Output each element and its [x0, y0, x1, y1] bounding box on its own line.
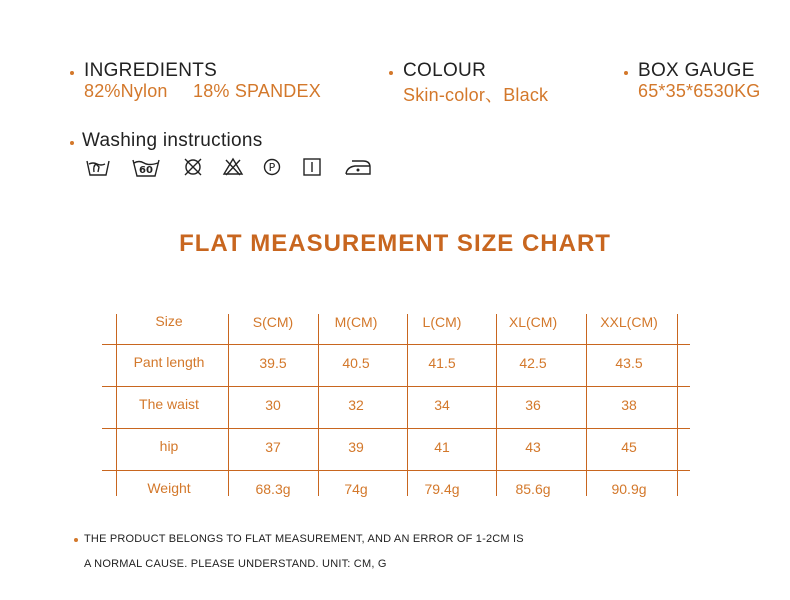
table-column-divider	[677, 314, 678, 496]
ingredients-nylon: 82%Nylon	[84, 81, 168, 101]
colour-value: Skin-color、Black	[403, 85, 549, 105]
table-row-divider	[102, 386, 690, 387]
table-column-divider	[586, 314, 587, 496]
table-cell: 37	[265, 439, 281, 455]
table-row-label: Pant length	[133, 354, 205, 370]
table-column-divider	[116, 314, 117, 496]
table-row-divider	[102, 470, 690, 471]
table-cell: 43	[525, 439, 541, 455]
table-cell: 85.6g	[515, 481, 551, 497]
dry-clean-letter: P	[268, 161, 276, 174]
bullet-dot	[74, 538, 78, 542]
bullet-dot	[70, 71, 74, 75]
bullet-dot	[624, 71, 628, 75]
do-not-bleach-icon	[222, 155, 244, 179]
table-column-divider	[407, 314, 408, 496]
table-column-divider	[496, 314, 497, 496]
table-header-cell: S(CM)	[252, 314, 294, 330]
ingredients-spandex: 18% SPANDEX	[193, 81, 321, 101]
table-column-divider	[318, 314, 319, 496]
table-cell: 40.5	[342, 355, 370, 371]
wash-temp-label: 60	[139, 165, 153, 176]
footnote-line-2: A NORMAL CAUSE. PLEASE UNDERSTAND. UNIT: CM, G	[84, 558, 387, 570]
table-cell: 90.9g	[611, 481, 647, 497]
table-row-label: The waist	[139, 396, 199, 412]
box-gauge-label: BOX GAUGE	[638, 60, 755, 81]
table-cell: 43.5	[615, 355, 643, 371]
table-row-label: Weight	[147, 480, 191, 496]
wash-60-icon	[131, 155, 161, 179]
table-cell: 41	[434, 439, 450, 455]
table-cell: 36	[525, 397, 541, 413]
table-header-cell: Size	[155, 313, 183, 329]
table-cell: 79.4g	[424, 481, 460, 497]
table-cell: 39.5	[259, 355, 287, 371]
table-header-cell: XXL(CM)	[600, 314, 658, 330]
table-cell: 30	[265, 397, 281, 413]
size-chart-title: FLAT MEASUREMENT SIZE CHART	[179, 230, 611, 257]
hand-wash-icon	[85, 155, 111, 179]
do-not-tumble-dry-icon	[182, 155, 204, 179]
table-column-divider	[228, 314, 229, 496]
table-header-cell: XL(CM)	[508, 314, 558, 330]
table-row-label: hip	[159, 438, 179, 454]
bullet-dot	[389, 71, 393, 75]
dry-clean-p-icon	[261, 155, 283, 179]
table-cell: 68.3g	[255, 481, 291, 497]
washing-label: Washing instructions	[82, 130, 263, 151]
table-row-divider	[102, 428, 690, 429]
colour-label: COLOUR	[403, 60, 487, 81]
table-header-cell: M(CM)	[334, 314, 378, 330]
ingredients-label: INGREDIENTS	[84, 60, 218, 81]
iron-icon	[343, 155, 373, 179]
table-header-cell: L(CM)	[422, 314, 462, 330]
box-gauge-value: 65*35*6530KG	[638, 81, 761, 101]
table-cell: 38	[621, 397, 637, 413]
footnote-line-1: THE PRODUCT BELONGS TO FLAT MEASUREMENT, AND AN ERROR OF 1-2CM IS	[84, 533, 524, 545]
table-cell: 34	[434, 397, 450, 413]
table-row-divider	[102, 344, 690, 345]
line-dry-icon	[301, 155, 323, 179]
table-cell: 41.5	[428, 355, 456, 371]
table-cell: 74g	[344, 481, 368, 497]
table-cell: 45	[621, 439, 637, 455]
table-cell: 42.5	[519, 355, 547, 371]
table-cell: 39	[348, 439, 364, 455]
table-cell: 32	[348, 397, 364, 413]
bullet-dot	[70, 141, 74, 145]
